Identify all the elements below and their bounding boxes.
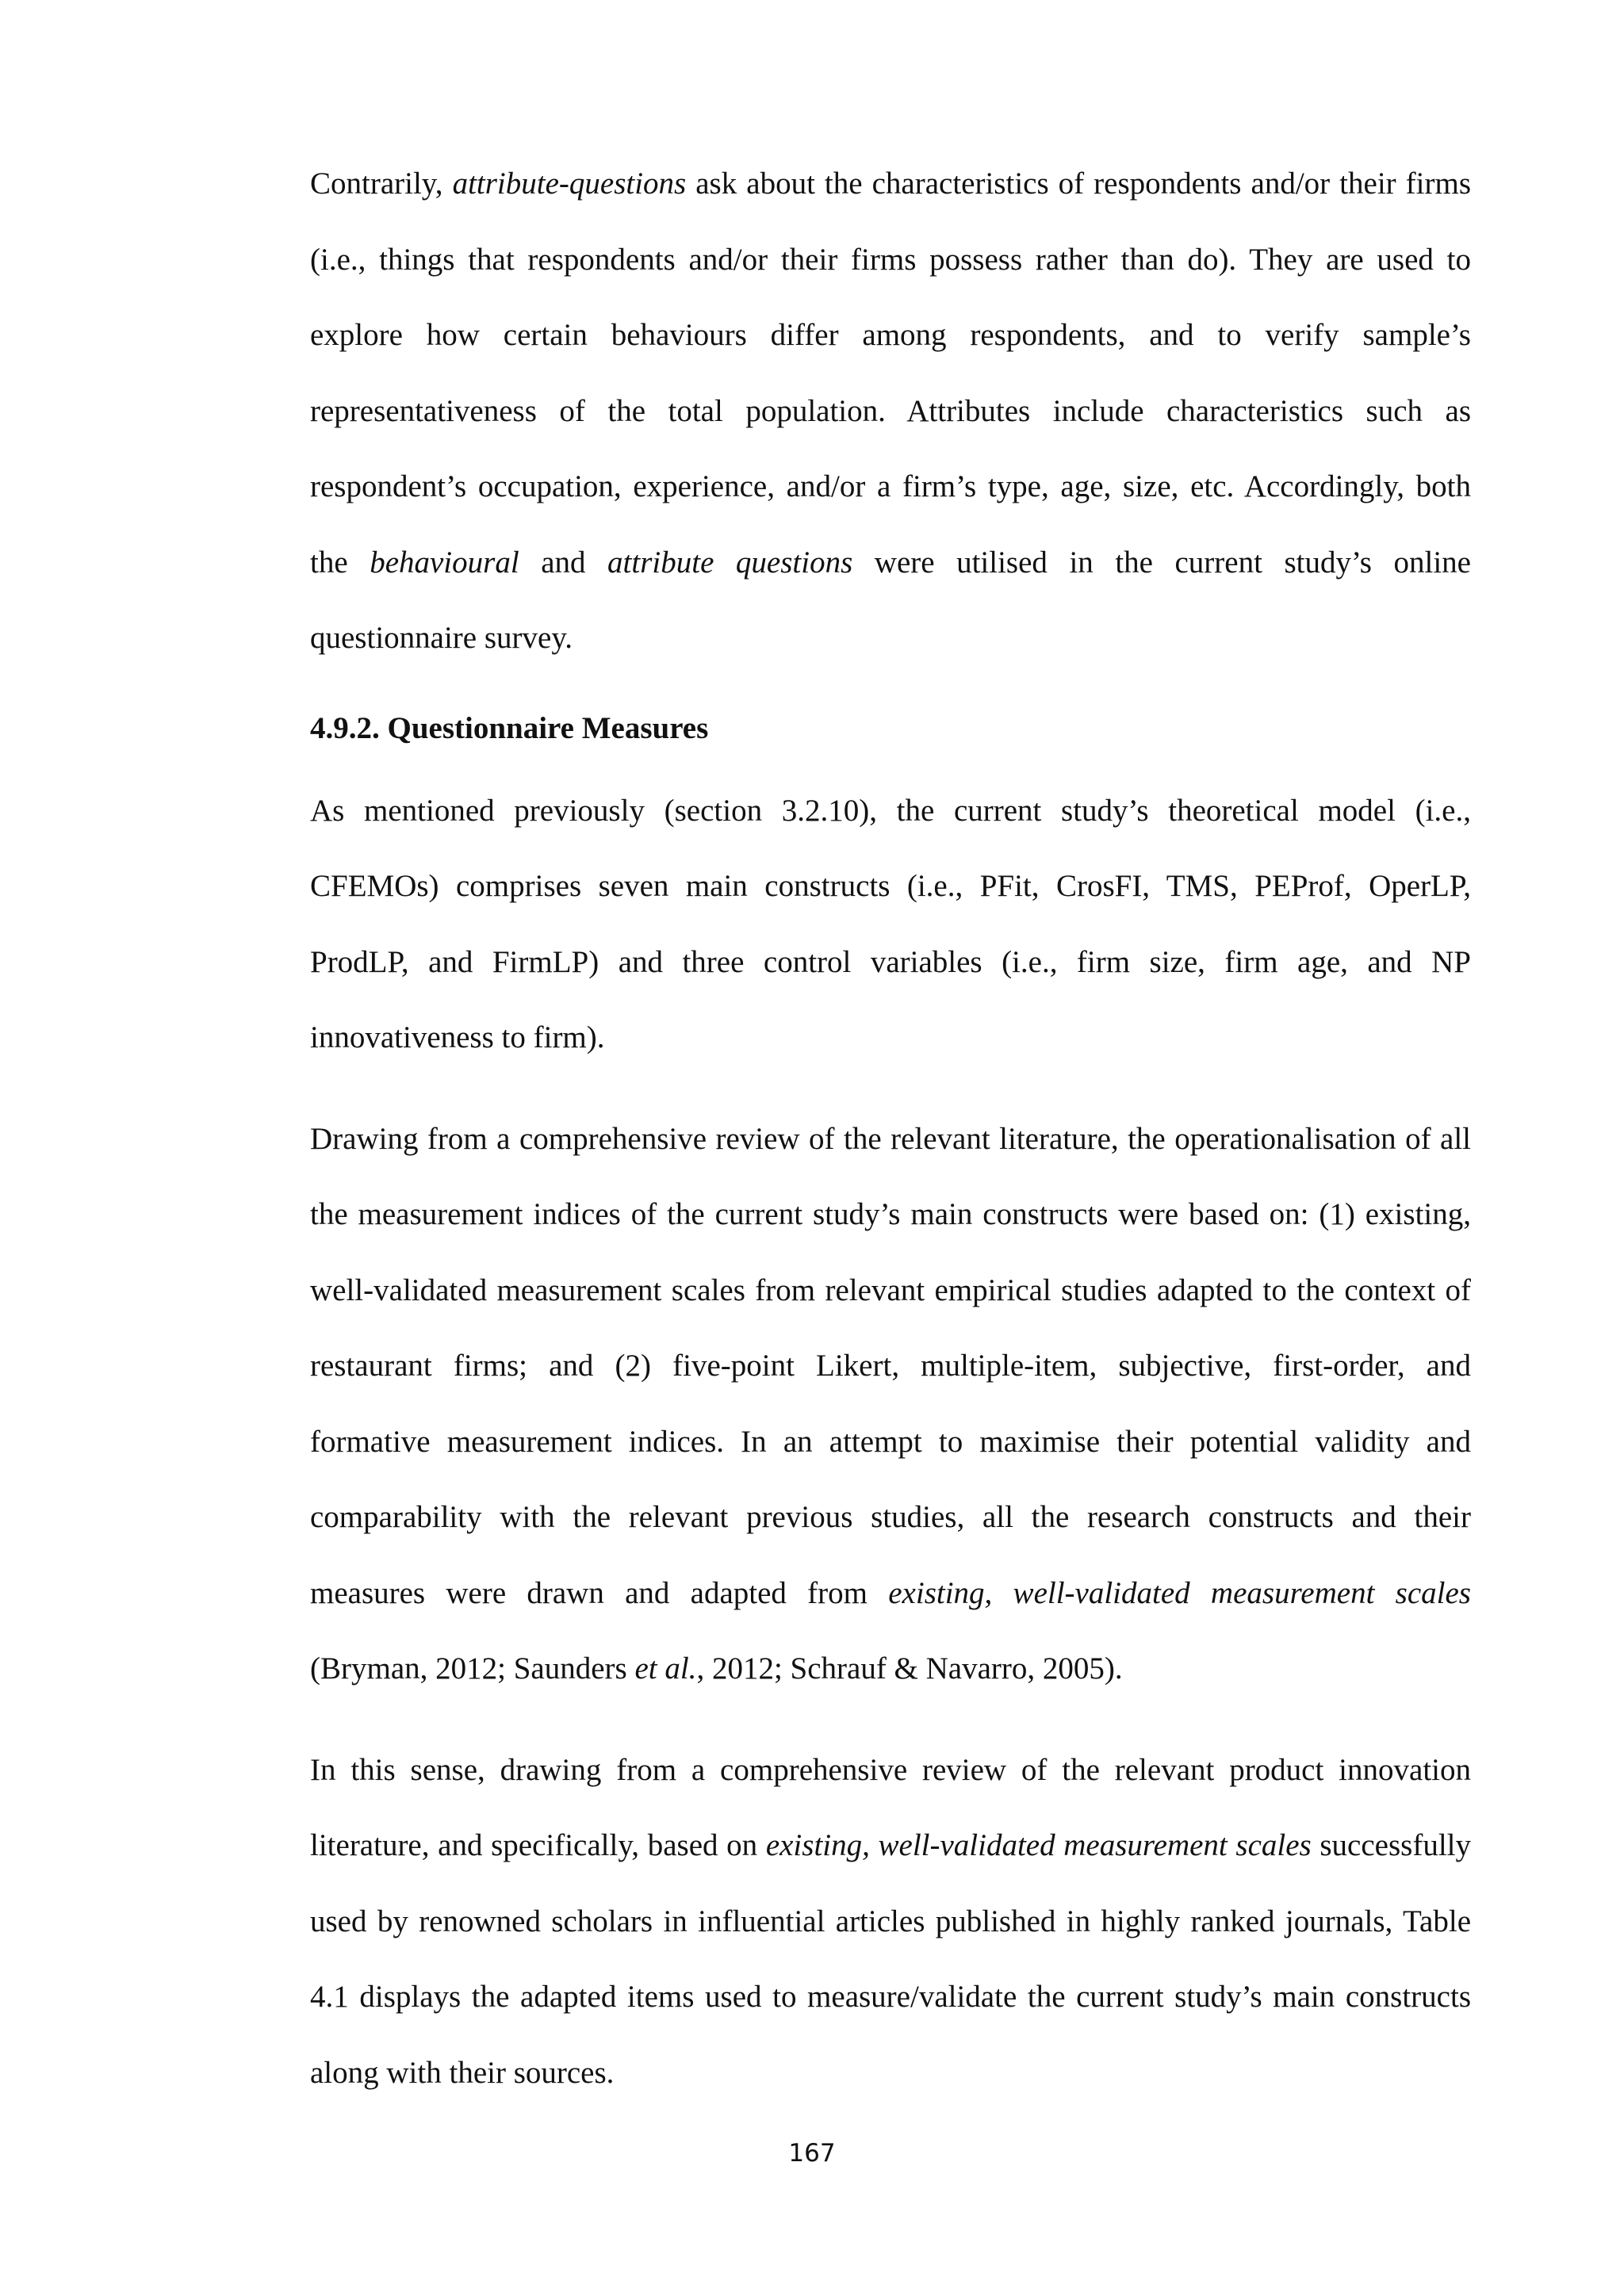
page-body [310,146,1471,2110]
paragraph-theoretical-model: As mentioned previously (section 3.2.10), the current study’s theoretical model (i.e., CFEMOs) comprises seven main constructs (i.e., PFit, CrosFI, TMS, PEProf, OperLP, ProdLP, and FirmLP) and three control variables (i.e., firm size, firm age, and NP innovativeness to firm). [310,793,1471,1054]
emphasis-text: existing, well-validated measurement scales [888,1575,1471,1610]
paragraph-text: Drawing from a comprehensive review of the relevant literature, the operationalisation of all the measurement indices of the current study’s main constructs were based on: (1) existing, well-validated measurement scales from relevant empirical studies adapted to the context of restaurant firms; and (2) five-point Likert, multiple-item, subjective, first-order, and formative measurement indices. In an attempt to maximise their potential validity and comparability with the relevant previous studies, all the research constructs and their measures were drawn and adapted from [310,1121,1471,1610]
paragraph-text: ask about the characteristics of respondents and/or their firms (i.e., things that respondents and/or their firms possess rather than do). They are used to explore how certain behaviours differ among respondents, and to verify sample’s representativeness of the total population. Attributes include characteristics such as respondent’s occupation, experience, and/or a firm’s type, age, size, etc. Accordingly, both the [310,166,1471,580]
emphasis-text: behavioural [370,545,519,580]
page-number: 167 [788,2139,836,2168]
emphasis-text: existing, well-validated measurement scales [765,1828,1312,1862]
paragraph-text: were utilised in the current study’s online questionnaire survey. [310,545,1471,655]
emphasis-text: attribute questions [607,545,853,580]
paragraph-text: and [519,545,608,580]
paragraph-text: (Bryman, 2012; Saunders [310,1651,635,1686]
paragraph-operationalisation [310,1101,1471,1707]
paragraph-table-reference [310,1732,1471,2111]
section-heading: 4.9.2. Questionnaire Measures [310,710,709,745]
emphasis-text: et al. [634,1651,697,1686]
paragraph-text: Contrarily, [310,166,453,201]
emphasis-text: attribute-questions [452,166,687,201]
paragraph-attribute-questions [310,146,1471,676]
paragraph-text: , 2012; Schrauf & Navarro, 2005). [696,1651,1123,1686]
paragraph-text: In this sense, drawing from a comprehensive review of the relevant product innovation literature, and specifically, based on [310,1752,1471,1862]
paragraph-text: successfully used by renowned scholars in influential articles published in highly ranked journals, Table 4.1 displays the adapted items used to measure/validate the current study’s main constructs along with their sources. [310,1828,1472,2090]
